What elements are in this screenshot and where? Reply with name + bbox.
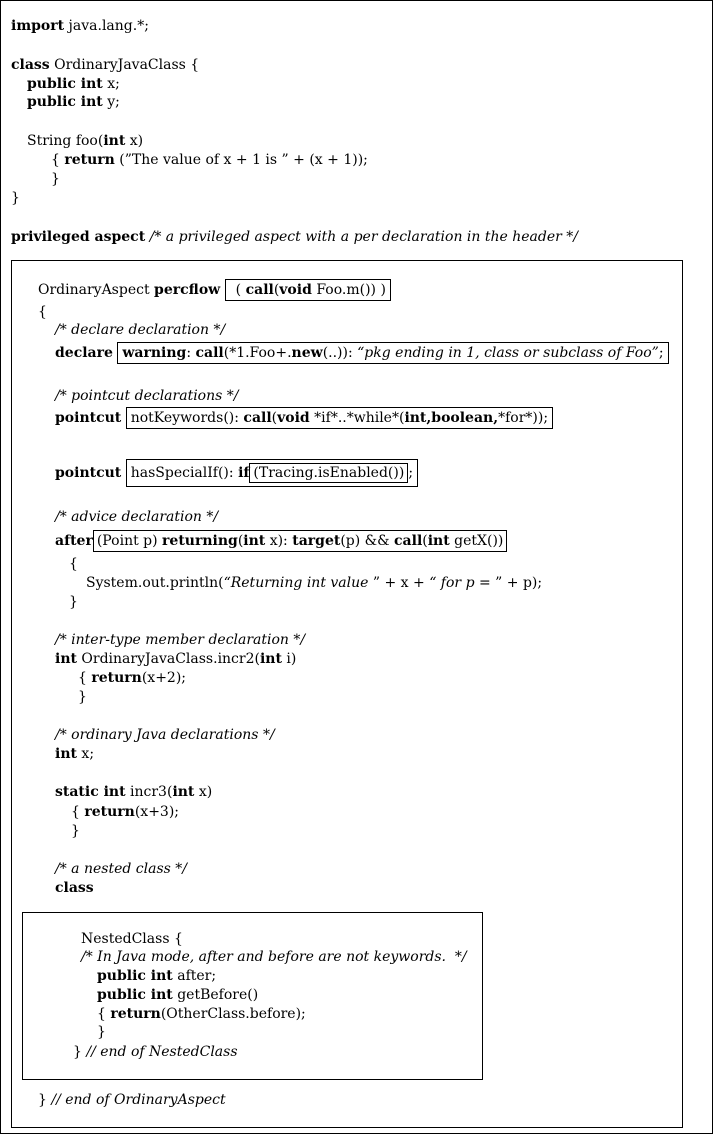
static-method-line: static int incr3(int x)	[55, 784, 213, 800]
advice-body: System.out.println(“Returning int value ” + x + “ for p = ” + p);	[86, 575, 543, 591]
aspect-name-line: OrdinaryAspect percflow ( call(void Foo.m()) )	[38, 281, 391, 299]
aspect-open-brace: {	[38, 304, 47, 320]
nested-field-after: public int after;	[97, 968, 217, 984]
keyword: import	[11, 18, 65, 34]
ordinary-field: int x;	[55, 746, 95, 762]
declare-line: declare warning: call(*1.Foo+.new(..)): “pkg ending in 1, class or subclass of Foo”;	[55, 344, 669, 362]
pointcut-line-1: pointcut notKeywords(): call(void *if*..*while*(int,boolean,*for*));	[55, 409, 553, 427]
intertype-return: { return(x+2);	[78, 670, 187, 686]
comment-ordinary: /* ordinary Java declarations */	[55, 727, 275, 743]
comment-advice: /* advice declaration */	[55, 509, 219, 525]
code-line-class-close: }	[11, 190, 20, 206]
pointcut-line-2: pointcut hasSpecialIf(): if (Tracing.isEnabled()) ;	[55, 462, 418, 480]
code-line-close: }	[51, 171, 60, 187]
advice-box: (Point p) returning(int x): target(p) && call(int getX())	[93, 530, 508, 552]
pointcut-1-box: notKeywords(): call(void *if*..*while*(int,boolean,*for*));	[126, 407, 553, 429]
pointcut-2-box: hasSpecialIf(): if (Tracing.isEnabled()) ;	[126, 459, 418, 487]
declare-warning-box: warning: call(*1.Foo+.new(..)): “pkg ending in 1, class or subclass of Foo”;	[117, 342, 668, 364]
code-line-import: import java.lang.*;	[11, 18, 149, 34]
static-close: }	[71, 823, 80, 839]
comment-nested: /* a nested class */	[55, 861, 187, 877]
nested-class-keyword: class	[55, 880, 94, 896]
static-return: { return(x+3);	[71, 804, 180, 820]
code-line-field-x: public int x;	[27, 76, 120, 92]
keyword: public int	[27, 76, 103, 92]
comment-declare: /* declare declaration */	[55, 322, 226, 338]
if-condition-box: (Tracing.isEnabled())	[249, 463, 408, 483]
advice-close: }	[69, 594, 78, 610]
code-line-class: class OrdinaryJavaClass {	[11, 57, 200, 73]
code-line-method: String foo(int x)	[27, 133, 144, 149]
aspect-end: } // end of OrdinaryAspect	[38, 1092, 226, 1108]
intertype-close: }	[78, 689, 87, 705]
code-line-return: { return (”The value of x + 1 is ” + (x + 1));	[51, 152, 368, 168]
keyword: class	[11, 57, 50, 73]
nested-method-close: }	[97, 1024, 106, 1040]
aspect-header: privileged aspect /* a privileged aspect with a per declaration in the header */	[11, 229, 578, 245]
intertype-line: int OrdinaryJavaClass.incr2(int i)	[55, 651, 297, 667]
code-line-field-y: public int y;	[27, 94, 120, 110]
nested-method: public int getBefore()	[97, 987, 259, 1003]
nested-comment: /* In Java mode, after and before are not keywords. */	[81, 949, 467, 965]
comment-pointcut: /* pointcut declarations */	[55, 388, 239, 404]
keyword: public int	[27, 94, 103, 110]
nested-return: { return(OtherClass.before);	[97, 1006, 306, 1022]
advice-open: {	[69, 556, 78, 572]
advice-line: after (Point p) returning(int x): target(p) && call(int getX())	[55, 532, 507, 550]
comment-intertype: /* inter-type member declaration */	[55, 632, 306, 648]
nested-name: NestedClass {	[81, 931, 183, 947]
nested-end: } // end of NestedClass	[73, 1044, 238, 1060]
per-clause-box: ( call(void Foo.m()) )	[225, 279, 391, 301]
